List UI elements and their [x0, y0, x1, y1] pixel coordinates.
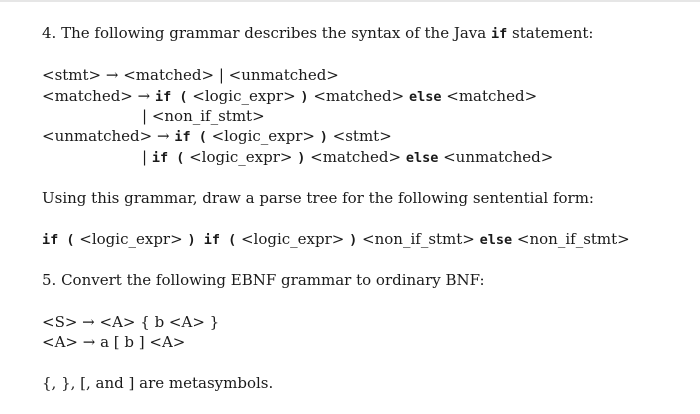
question-5-intro: [42, 270, 485, 290]
metasymbols-note-text: {, }, [, and ] are metasymbols.: [42, 374, 274, 392]
grammar-rule-unmatched-alt: [142, 147, 553, 168]
g4-stmt: <stmt>: [327, 127, 392, 145]
sf-logic-2: <logic_expr>: [236, 230, 350, 248]
g5-bar: |: [142, 148, 152, 166]
g5-kw-else: else: [405, 150, 439, 166]
sf-non-if-2: <non_if_stmt>: [512, 230, 630, 248]
g2-kw-if: if (: [154, 89, 188, 105]
g5-kw-paren: ): [297, 150, 306, 166]
g2-matched-2: <matched>: [441, 87, 538, 105]
grammar-rule-stmt: [42, 65, 339, 85]
g5-matched: <matched>: [305, 148, 406, 166]
question-4-task: [42, 188, 594, 208]
q4-task-text: Using this grammar, draw a parse tree for the following sentential form:: [42, 189, 594, 207]
g4-lhs: <unmatched> →: [42, 127, 175, 145]
ebnf-rule-s: [42, 312, 219, 332]
g2-logic: <logic_expr>: [187, 87, 301, 105]
sf-kw-if-1: if (: [42, 232, 75, 248]
g4-kw-paren: ): [319, 129, 328, 145]
sentential-form: [42, 229, 630, 250]
g2-matched: <matched>: [308, 87, 409, 105]
ebnf-rule-a-text: <A> → a [ b ] <A>: [42, 333, 186, 351]
g5-unmatched: <unmatched>: [438, 148, 554, 166]
sf-non-if-1: <non_if_stmt>: [357, 230, 480, 248]
g5-logic: <logic_expr>: [184, 148, 298, 166]
top-border: [0, 0, 700, 2]
grammar-rule-matched-alt: [142, 106, 265, 126]
g2-kw-else: else: [408, 89, 442, 105]
question-4-intro: [42, 23, 593, 44]
grammar-rule-unmatched: [42, 126, 392, 147]
sf-logic-1: <logic_expr>: [74, 230, 188, 248]
g5-kw-if: if (: [151, 150, 185, 166]
sf-kw-else: else: [479, 232, 513, 248]
q4-intro-keyword: if: [491, 26, 508, 42]
g2-lhs: <matched> →: [42, 87, 155, 105]
q4-intro-prefix: 4. The following grammar describes the syntax of the Java: [42, 24, 491, 42]
q4-intro-suffix: statement:: [507, 24, 594, 42]
grammar-rule-stmt-text: <stmt> → <matched> | <unmatched>: [42, 66, 339, 84]
sf-kw-paren: ): [349, 232, 358, 248]
g2-kw-paren: ): [300, 89, 309, 105]
ebnf-rule-a: [42, 332, 185, 352]
grammar-rule-matched: [42, 86, 537, 107]
sf-kw-if-2: ) if (: [187, 232, 237, 248]
metasymbols-note: [42, 373, 273, 393]
g4-kw-if: if (: [174, 129, 207, 145]
q5-intro-text: 5. Convert the following EBNF grammar to ordinary BNF:: [42, 271, 485, 289]
g4-logic: <logic_expr>: [206, 127, 320, 145]
ebnf-rule-s-text: <S> → <A> { b <A> }: [42, 313, 220, 331]
g3-text: | <non_if_stmt>: [142, 107, 265, 125]
